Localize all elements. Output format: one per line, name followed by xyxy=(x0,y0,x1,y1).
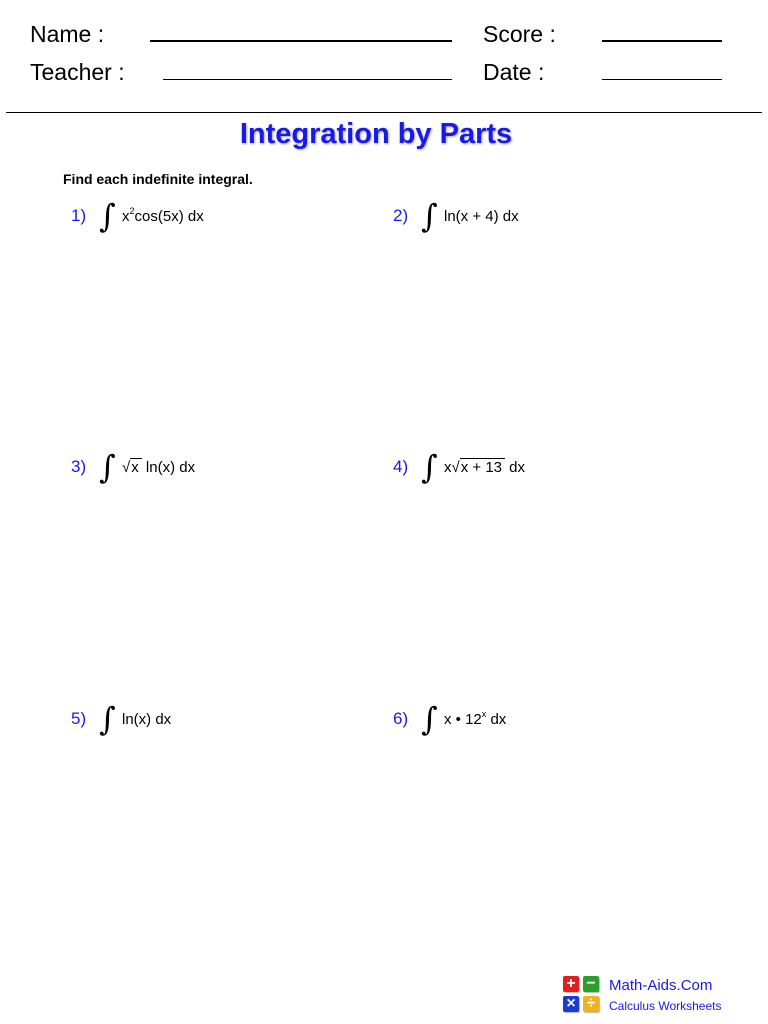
math-aids-logo[interactable] xyxy=(563,974,733,1018)
problem-expression xyxy=(444,207,519,227)
score-field-line[interactable] xyxy=(602,40,722,42)
radicand: x + 13 xyxy=(460,458,505,476)
minus-icon: − xyxy=(583,976,599,992)
problem-1 xyxy=(71,198,371,238)
name-label: Name : xyxy=(30,21,105,47)
problem-expression xyxy=(122,710,171,730)
page-title: Integration by Parts xyxy=(239,118,513,150)
problem-3 xyxy=(71,449,371,489)
integral-sign: ∫ xyxy=(99,197,116,235)
plus-icon: + xyxy=(563,976,579,992)
expr-text: ln(x) dx xyxy=(122,711,172,728)
teacher-label: Teacher : xyxy=(30,59,125,85)
teacher-field-line[interactable] xyxy=(163,79,452,80)
square-root xyxy=(452,458,506,478)
problem-expression xyxy=(122,458,195,478)
header-divider xyxy=(6,112,762,113)
name-field-line[interactable] xyxy=(150,40,452,42)
square-root xyxy=(122,458,142,478)
score-label: Score : xyxy=(483,21,556,47)
problem-expression xyxy=(444,458,525,478)
date-label: Date : xyxy=(483,59,545,85)
problem-number: 3) xyxy=(71,457,87,476)
radicand: x xyxy=(130,458,142,476)
expr-rest: cos(5x) dx xyxy=(134,208,204,225)
problem-4 xyxy=(393,449,693,489)
expr-exponent: 2 xyxy=(129,206,135,216)
problem-number: 4) xyxy=(393,457,409,476)
integral-sign: ∫ xyxy=(99,448,116,486)
problem-number: 1) xyxy=(71,206,87,225)
date-field-line[interactable] xyxy=(602,79,722,80)
integral-sign: ∫ xyxy=(99,700,116,738)
integral-sign: ∫ xyxy=(421,700,438,738)
problem-6 xyxy=(393,701,693,741)
expr-rest: dx xyxy=(505,459,526,476)
expr-rest: ln(x) dx xyxy=(141,459,196,476)
instructions: Find each indefinite integral. xyxy=(63,171,253,187)
divide-icon: ÷ xyxy=(583,996,599,1012)
multiply-icon: × xyxy=(563,996,579,1012)
math-symbols-icon xyxy=(563,976,601,1014)
problem-expression xyxy=(444,710,506,730)
radical-sign-icon: √ xyxy=(451,459,460,476)
expr-base: x xyxy=(122,208,130,225)
expr-exponent: x xyxy=(481,709,487,719)
problem-number: 5) xyxy=(71,709,87,728)
expr-pre: x xyxy=(444,459,452,476)
expr-rest: dx xyxy=(486,711,507,728)
problem-number: 6) xyxy=(393,709,409,728)
problem-2 xyxy=(393,198,693,238)
integral-sign: ∫ xyxy=(421,448,438,486)
integral-sign: ∫ xyxy=(421,197,438,235)
radical-sign-icon: √ xyxy=(122,459,131,476)
problem-number: 2) xyxy=(393,206,409,225)
expr-text: ln(x + 4) dx xyxy=(444,208,519,225)
problem-5 xyxy=(71,701,371,741)
logo-tagline: Calculus Worksheets xyxy=(609,999,722,1013)
problem-expression xyxy=(122,207,204,227)
logo-site-name[interactable]: Math-Aids.Com xyxy=(609,977,713,994)
expr-pre: x • 12 xyxy=(444,711,482,728)
